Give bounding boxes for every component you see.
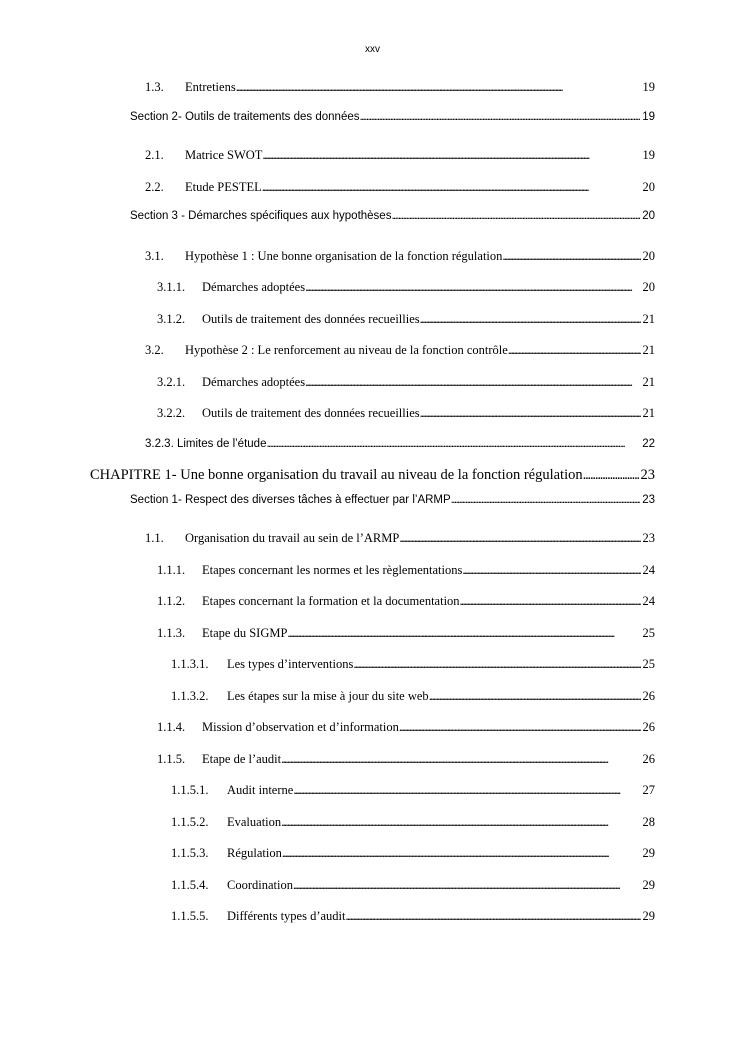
toc-entry-number: 1.3. [145,80,164,94]
toc-entry-number: 3.2.2. [157,406,186,420]
dot-leader [420,406,641,421]
toc-entry-title: Hypothèse 2 : Le renforcement au niveau de la fonction contrôle [185,343,508,357]
toc-entry-number: 1.1.3.1. [171,657,209,671]
toc-entry-title: 3.2.3. Limites de l’étude [145,438,267,450]
dot-leader [420,312,641,327]
toc-entry-page: 20 [642,280,655,294]
toc-entry-1-1-1[interactable] [157,563,655,578]
toc-entry-page: 20 [642,210,655,222]
toc-entry-page: 29 [642,909,655,923]
toc-entry-page: 19 [642,80,655,94]
toc-entry-page: 25 [642,657,655,671]
toc-entry-page: 23 [640,467,655,483]
toc-entry-1-3[interactable] [145,80,655,95]
toc-entry-title: Audit interne [227,783,294,797]
toc-entry-3-1[interactable] [145,249,655,264]
toc-entry-number: 1.1.5. [157,752,186,766]
toc-entry-title: Coordination [227,878,293,892]
toc-entry-3-1-2[interactable] [157,312,655,327]
toc-entry-page: 28 [642,815,655,829]
toc-entry-title: Outils de traitement des données recueillies [202,312,420,326]
toc-entry-number: 3.2.1. [157,375,186,389]
dot-leader [451,494,641,506]
toc-entry-title: Différents types d’audit [227,909,346,923]
toc-entry-number: 1.1.5.2. [171,815,209,829]
dot-leader [429,689,641,704]
dot-leader [353,657,640,672]
toc-entry-title: Section 3 - Démarches spécifiques aux hypothèses [130,210,392,222]
page-number: xxv [365,44,380,55]
dot-leader [262,148,640,163]
toc-entry-page: 24 [642,594,655,608]
toc-entry-page: 29 [642,878,655,892]
toc-entry-number: 1.1.5.5. [171,909,209,923]
dot-leader [262,180,641,195]
toc-entry-number: 1.1.1. [157,563,186,577]
toc-section-2[interactable] [130,111,655,123]
dot-leader [281,815,640,830]
toc-entry-title: Les étapes sur la mise à jour du site web [227,689,429,703]
toc-entry-page: 20 [642,249,655,263]
toc-entry-page: 26 [642,689,655,703]
toc-entry-number: 1.1.3. [157,626,186,640]
toc-entry-number: 3.1.1. [157,280,186,294]
dot-leader [305,280,640,295]
toc-entry-2-1[interactable] [145,148,655,163]
toc-entry-page: 25 [642,626,655,640]
dot-leader [508,343,641,358]
toc-entry-page: 29 [642,846,655,860]
toc-entry-title: Etapes concernant les normes et les règlementations [202,563,463,577]
toc-entry-number: 2.1. [145,148,164,162]
toc-entry-title: Etape de l’audit [202,752,282,766]
toc-entry-title: Démarches adoptées [202,280,306,294]
toc-entry-page: 23 [642,531,655,545]
dot-leader [287,626,640,641]
toc-entry-page: 19 [642,111,655,123]
toc-entry-1-1-5-2[interactable] [171,815,655,830]
toc-entry-page: 26 [642,752,655,766]
toc-entry-number: 3.1.2. [157,312,186,326]
toc-section-1[interactable] [130,494,655,506]
toc-entry-1-1-5-1[interactable] [171,783,655,798]
toc-entry-page: 19 [642,148,655,162]
toc-entry-1-1-3-2[interactable] [171,689,655,704]
dot-leader [266,438,640,450]
toc-entry-title: Section 1- Respect des diverses tâches à effectuer par l’ARMP [130,494,451,506]
dot-leader [282,846,641,861]
toc-entry-title: Régulation [227,846,282,860]
toc-entry-title: Matrice SWOT [185,148,263,162]
toc-entry-title: Hypothèse 1 : Une bonne organisation de la fonction régulation [185,249,503,263]
toc-entry-title: Etape du SIGMP [202,626,288,640]
dot-leader [462,563,640,578]
toc-entry-page: 20 [642,180,655,194]
toc-entry-number: 1.1.3.2. [171,689,209,703]
dot-leader [502,249,640,264]
toc-entry-title: Entretiens [185,80,236,94]
toc-entry-title: Démarches adoptées [202,375,306,389]
dot-leader [236,80,641,95]
toc-entry-number: 1.1.4. [157,720,186,734]
dot-leader [305,375,640,390]
toc-entry-3-2-2[interactable] [157,406,655,421]
toc-entry-number: 1.1. [145,531,164,545]
toc-entry-number: 1.1.5.4. [171,878,209,892]
toc-entry-page: 27 [642,783,655,797]
toc-entry-number: 3.2. [145,343,164,357]
dot-leader [583,467,639,484]
toc-entry-title: Evaluation [227,815,282,829]
toc-entry-page: 23 [642,494,655,506]
toc-entry-title: Outils de traitement des données recueillies [202,406,420,420]
dot-leader [293,878,641,893]
toc-entry-title: Les types d’interventions [227,657,354,671]
toc-entry-page: 21 [642,343,655,357]
toc-section-3[interactable] [130,210,655,222]
toc-entry-page: 22 [642,438,655,450]
toc-entry-number: 1.1.5.3. [171,846,209,860]
toc-entry-page: 24 [642,563,655,577]
toc-entry-title: Section 2- Outils de traitements des données [130,111,360,123]
toc-entry-2-2[interactable] [145,180,655,195]
toc-entry-number: 1.1.2. [157,594,186,608]
toc-entry-title: Organisation du travail au sein de l’ARMP [185,531,400,545]
toc-entry-1-1-4[interactable] [157,720,655,735]
toc-entry-1-1-3[interactable] [157,626,655,641]
toc-entry-3-2-3[interactable] [145,438,655,450]
dot-leader [399,531,640,546]
toc-entry-page: 21 [642,312,655,326]
dot-leader [293,783,640,798]
toc-entry-1-1-5-4[interactable] [171,878,655,893]
toc-entry-page: 26 [642,720,655,734]
toc-entry-1-1-5-3[interactable] [171,846,655,861]
toc-entry-1-1-5-5[interactable] [171,909,655,924]
toc-entry-1-1-5[interactable] [157,752,655,767]
toc-entry-title: CHAPITRE 1- Une bonne organisation du travail au niveau de la fonction régulation [90,467,583,483]
dot-leader [391,210,640,222]
toc-entry-1-1-3-1[interactable] [171,657,655,672]
toc-chapter-1[interactable] [90,467,655,484]
dot-leader [399,720,641,735]
toc-entry-1-1[interactable] [145,531,655,546]
toc-entry-3-2[interactable] [145,343,655,358]
dot-leader [346,909,641,924]
toc-entry-page: 21 [642,406,655,420]
toc-entry-3-1-1[interactable] [157,280,655,295]
dot-leader [460,594,641,609]
toc-entry-3-2-1[interactable] [157,375,655,390]
toc-entry-number: 1.1.5.1. [171,783,209,797]
dot-leader [360,111,641,123]
toc-entry-1-1-2[interactable] [157,594,655,609]
toc-entry-title: Mission d’observation et d’information [202,720,399,734]
toc-entry-title: Etapes concernant la formation et la documentation [202,594,460,608]
toc-entry-page: 21 [642,375,655,389]
toc-entry-number: 2.2. [145,180,164,194]
dot-leader [281,752,640,767]
toc-entry-title: Etude PESTEL [185,180,262,194]
toc-entry-number: 3.1. [145,249,164,263]
